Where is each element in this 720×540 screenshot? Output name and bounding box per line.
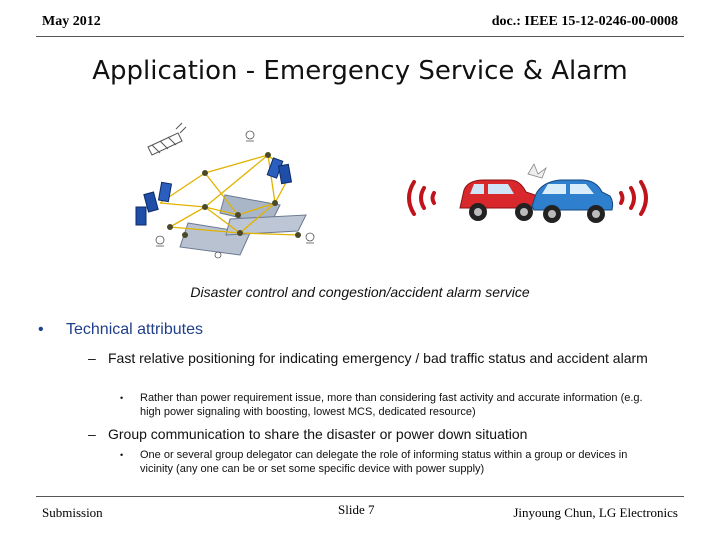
bullet-technical-attributes: [38, 321, 203, 339]
sub-bullet-group-communication: [88, 425, 648, 443]
dash-icon: –: [88, 350, 96, 366]
footer-divider: [36, 496, 684, 497]
detail-bullet-signaling: [120, 391, 650, 419]
blue-car-icon: [532, 180, 613, 223]
figure-caption: Disaster control and congestion/accident alarm service: [190, 284, 530, 300]
sub-bullet-label: Fast relative positioning for indicating emergency / bad traffic status and accident alarm: [108, 350, 648, 366]
header-date: May 2012: [42, 14, 101, 29]
antenna-tower-icon: [148, 123, 186, 155]
detail-bullet-delegator: [120, 448, 660, 476]
terrain-planes: [180, 195, 306, 255]
sub-bullet-label: Group communication to share the disaster or power down situation: [108, 426, 528, 442]
alarm-wave-right-icon: [621, 182, 646, 214]
header-doc-id: doc.: IEEE 15-12-0246-00-0008: [491, 14, 678, 29]
crash-debris-icon: [528, 164, 546, 178]
car-collision-alarm-icon: [400, 150, 655, 240]
dot-icon: •: [120, 450, 124, 460]
footer-author: Jinyoung Chun, LG Electronics: [513, 505, 678, 520]
detail-bullet-label: Rather than power requirement issue, more than considering fast activity and accurate information (e.g. high power signaling with boosting, lowest MCS, dedicated resource): [140, 392, 643, 418]
dash-icon: –: [88, 426, 96, 442]
sub-bullet-positioning: [88, 349, 648, 367]
detail-bullet-label: One or several group delegator can delegate the role of informing status within a group or devices in vicinity (any one can be or set some specific device with power supply): [140, 449, 628, 475]
bullet-label: Technical attributes: [66, 321, 203, 338]
disaster-network-diagram-icon: [130, 115, 330, 265]
red-car-icon: [460, 180, 541, 221]
header-divider: [36, 36, 684, 37]
dot-icon: •: [120, 393, 124, 403]
footer-submission: Submission: [42, 505, 103, 520]
bullet-dot-icon: •: [38, 321, 44, 338]
footer-slide-number: Slide 7: [338, 502, 375, 517]
alarm-wave-left-icon: [409, 182, 434, 214]
slide-title: Application - Emergency Service & Alarm: [92, 56, 628, 86]
